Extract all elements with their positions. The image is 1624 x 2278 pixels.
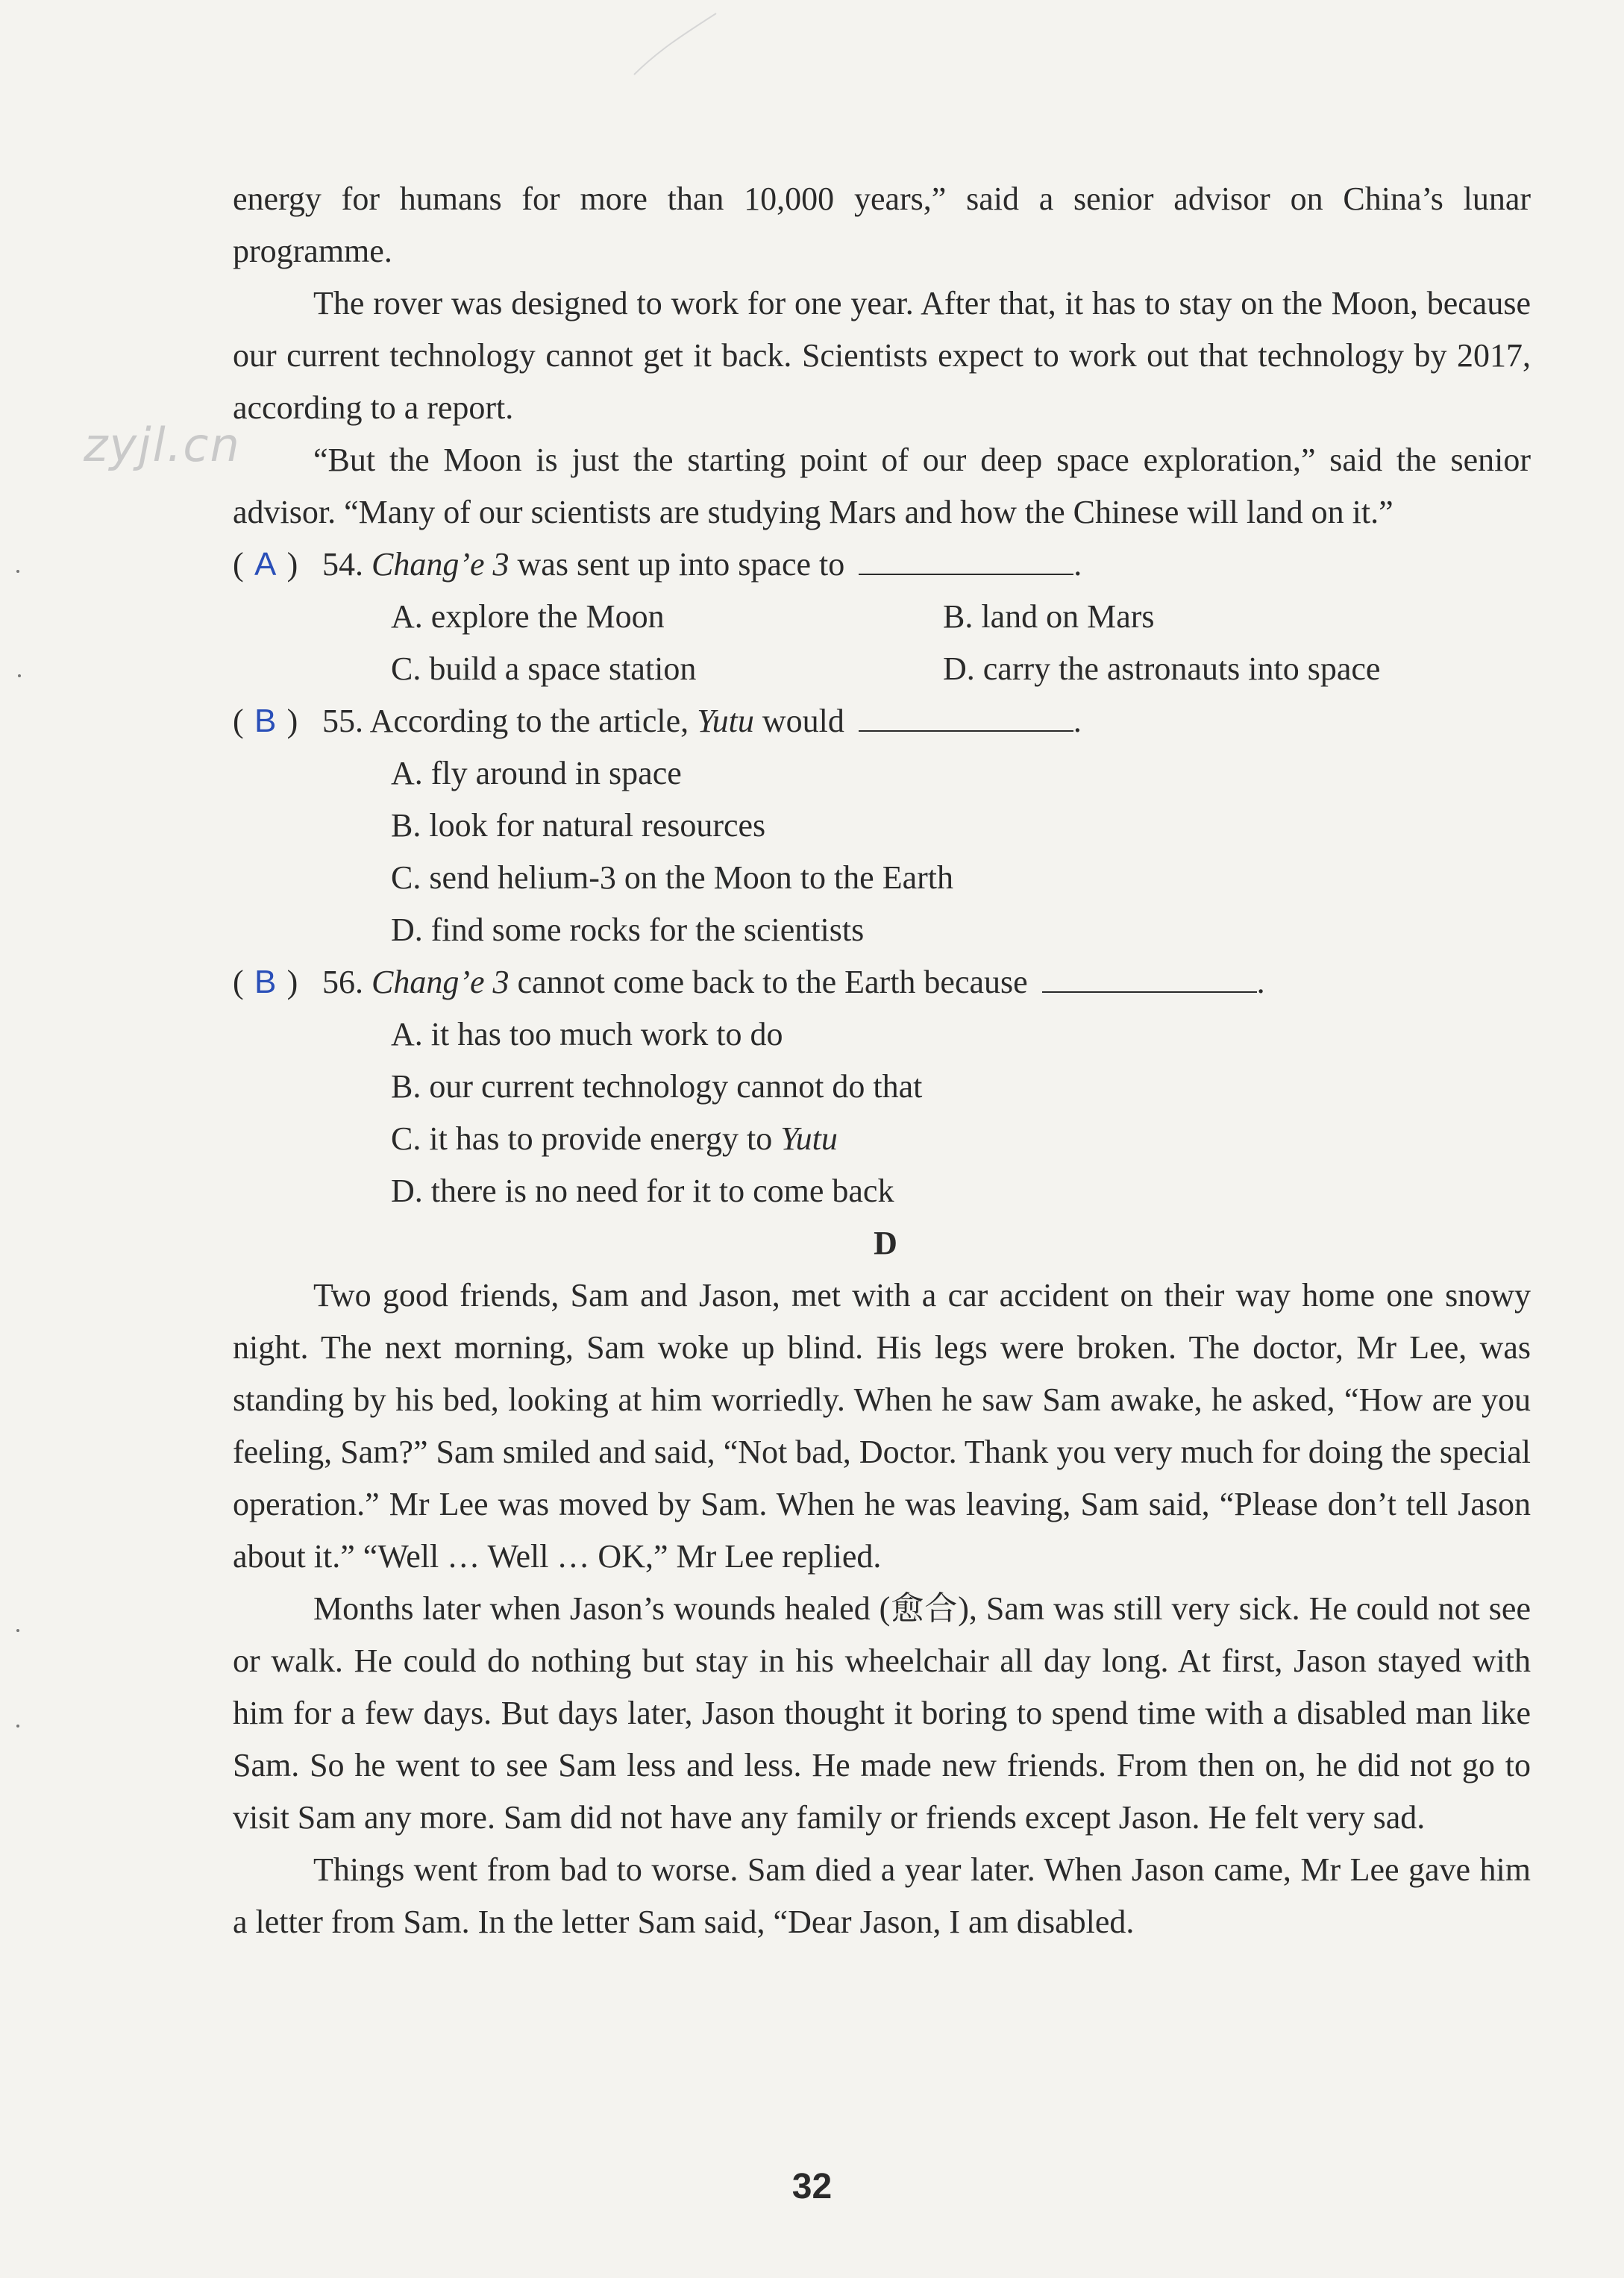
question-text: According to the article, [369,703,697,739]
answer-mark: A [254,546,277,583]
options-list [233,747,1531,956]
passage-paragraph: Months later when Jason’s wounds healed (愈合), Sam was still very sick. He could not see or walk. He could do nothing but stay in his wheelchair all day long. At first, Jason stayed with him for a few days. But days later, Jason thought it boring to spend time with a disabled man like Sam. So he went to see Sam less and less. He made new friends. From then on, he did not go to visit Sam any more. Sam did not have any family or friends except Jason. He felt very sad. [233,1590,1531,1836]
passage-paragraph: Two good friends, Sam and Jason, met with a car accident on their way home one snowy night. The next morning, Sam woke up blind. His legs were broken. The doctor, Mr Lee, was standing by his bed, looking at him worriedly. When he saw Sam awake, he asked, “How are you feeling, Sam?” Sam smiled and said, “Not bad, Doctor. Thank you very much for doing the special operation.” Mr Lee was moved by Sam. When he was leaving, Sam said, “Please don’t tell Jason about it.” “Well … Well … OK,” Mr Lee replied. [233,1277,1531,1575]
answer-blank [1042,964,1257,993]
question-55 [233,695,1531,956]
question-italic: Yutu [697,703,754,739]
question-text: cannot come back to the Earth because [509,964,1028,1000]
option-b: B. look for natural resources [391,807,766,844]
option-c-text: C. it has to provide energy to [391,1120,781,1157]
option-b: B. our current technology cannot do that [391,1068,923,1105]
answer-blank [859,703,1073,732]
question-stem [233,956,1531,1008]
margin-mark [18,674,21,677]
question-italic: Chang’e 3 [371,546,510,583]
option-c-italic: Yutu [780,1120,838,1157]
question-stem [233,539,1531,591]
passage-paragraph: The rover was designed to work for one year. After that, it has to stay on the Moon, because our current technology cannot get it back. Scientists expect to work out that technology by 2017, according to a report. [233,285,1531,426]
answer-bracket: ( B ) [233,695,322,747]
question-end: . [1256,964,1265,1000]
question-number: 54. [322,546,363,583]
option-b: B. land on Mars [943,598,1155,635]
answer-mark: B [254,703,277,739]
option-d: D. find some rocks for the scientists [391,911,865,948]
margin-mark [16,570,19,573]
question-text: would [753,703,844,739]
page-number: 32 [791,2167,833,2206]
option-a: A. it has too much work to do [391,1016,783,1052]
passage-paragraph: Things went from bad to worse. Sam died a year later. When Jason came, Mr Lee gave him a letter from Sam. In the letter Sam said, “Dear Jason, I am disabled. [233,1851,1531,1940]
question-56 [233,956,1531,1217]
option-a: A. explore the Moon [391,598,665,635]
question-end: . [1073,703,1082,739]
answer-bracket: ( A ) [233,539,322,591]
option-c: C. send helium-3 on the Moon to the Earth [391,859,953,896]
question-end: . [1073,546,1082,583]
question-number: 55. [322,703,363,739]
watermark: zyjl.cn [84,418,241,472]
question-italic: Chang’e 3 [371,964,510,1000]
passage-paragraph: energy for humans for more than 10,000 years,” said a senior advisor on China’s lunar programme. [233,181,1531,269]
answer-bracket: ( B ) [233,956,322,1008]
option-c: C. build a space station [391,650,697,687]
scratch-mark [627,7,724,82]
margin-mark [16,1629,19,1632]
options-list [233,591,1531,695]
question-number: 56. [322,964,363,1000]
margin-mark [16,1725,19,1728]
question-text: was sent up into space to [509,546,845,583]
passage-paragraph: “But the Moon is just the starting point of our deep space exploration,” said the senior advisor. “Many of our scientists are studying Mars and how the Chinese will land on it.” [233,442,1531,530]
answer-mark: B [254,964,277,1000]
option-a: A. fly around in space [391,755,682,791]
question-stem [233,695,1531,747]
options-list [233,1008,1531,1217]
section-heading: D [874,1225,897,1261]
option-d: D. there is no need for it to come back [391,1173,894,1209]
answer-blank [859,547,1073,575]
question-54 [233,539,1531,695]
option-d: D. carry the astronauts into space [943,650,1381,687]
option-c [391,1113,1531,1165]
text-content [233,173,1531,1948]
